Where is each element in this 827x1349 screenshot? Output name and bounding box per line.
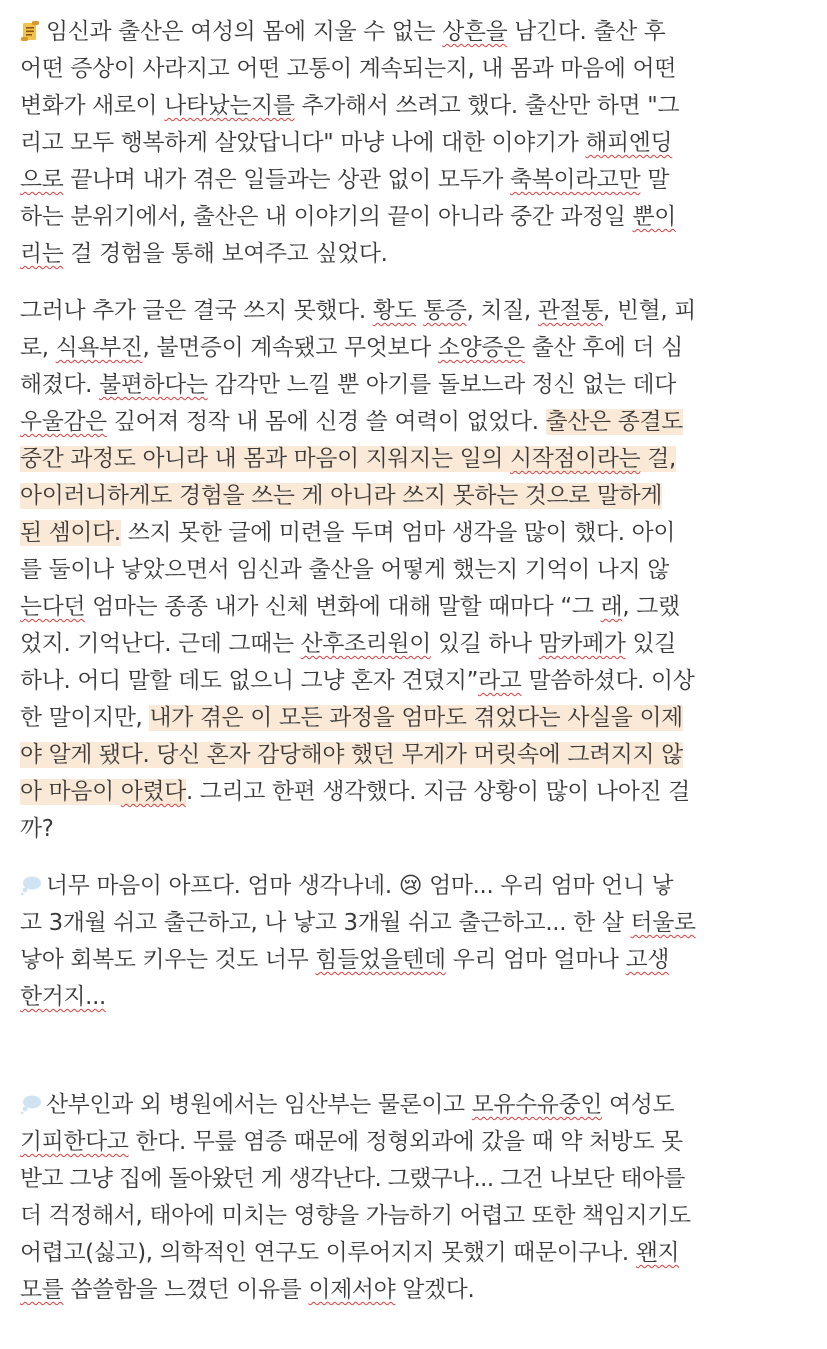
crying-face-emoji: 😢: [398, 873, 423, 899]
paragraph-2-line-10: [20, 626, 676, 663]
spellcheck-word[interactable]: 우울감은: [20, 409, 107, 435]
spellcheck-word[interactable]: 모를: [20, 1277, 64, 1303]
paragraph-2-line-9: [20, 589, 680, 626]
spellcheck-word[interactable]: 리는: [20, 241, 64, 267]
spellcheck-word[interactable]: 산후조리원이: [300, 631, 431, 657]
text-run: 너무 마음이 아프다. 엄마 생각나네.: [46, 873, 399, 899]
text-run: 그러나 추가 글은 결국 쓰지 못했다.: [20, 298, 373, 324]
text-run: 말씀하셨다. 이상: [521, 668, 695, 694]
text-run: 한 말이지만,: [20, 705, 150, 731]
text-run: 해졌다.: [20, 372, 100, 398]
spellcheck-word[interactable]: 한거지...: [20, 984, 107, 1010]
highlighted-text: 아이러니하게도 경험을 쓰는 게 아니라 쓰지 못하는 것으로 말하게: [20, 483, 663, 509]
text-run: 중간 과정도 아니라 내 몸과 마음이 지워지는 일의: [20, 446, 511, 472]
text-run: 엄마는 종종 내가 신체 변화에 대해 말할 때마다 “그: [85, 594, 601, 620]
text-run: 고 3개월 쉬고 출근하고, 나 낳고 3개월 쉬고 출근하고... 한 살: [20, 910, 631, 936]
text-run: 변화가 새로이: [20, 93, 165, 119]
highlighted-text: [20, 779, 186, 805]
text-run: 엄마... 우리 엄마 언니 낳: [422, 873, 674, 899]
text-run: 어떤 증상이 사라지고 어떤 고통이 계속되는지, 내 몸과 마음에 어떤: [20, 56, 676, 82]
text-run: 산부인과 외 병원에서는 임산부는 물론이고: [46, 1092, 472, 1118]
text-run: 씁쓸함을 느꼈던 이유를: [63, 1277, 309, 1303]
text-run: 걸,: [640, 446, 676, 472]
paragraph-4-line-3: [20, 1161, 685, 1198]
text-run: 깊어져 정작 내 몸에 신경 쓸 여력이 없었다.: [106, 409, 546, 435]
highlighted-text: 야 알게 됐다. 당신 혼자 감당해야 했던 무게가 머릿속에 그려지지 않: [20, 742, 683, 768]
paragraph-2-line-15: [20, 811, 54, 848]
spellcheck-word[interactable]: 이제서야: [308, 1277, 396, 1303]
spellcheck-word[interactable]: 불편하다는: [99, 372, 208, 398]
paragraph-1-line-7: [20, 236, 388, 273]
paragraph-3-line-2: [20, 905, 696, 942]
text-run: 출산 후에 더 심: [524, 335, 683, 361]
paragraph-1-line-5: [20, 162, 669, 199]
paragraph-1-line-1: [20, 14, 665, 51]
text-run: , 그랬: [622, 594, 680, 620]
paragraph-2-line-2: [20, 330, 683, 367]
spellcheck-word[interactable]: 관절통: [537, 298, 603, 324]
spellcheck-word[interactable]: 통증: [423, 298, 467, 324]
text-run: 임신과 출산은 여성의 몸에 지울 수 없는: [46, 19, 443, 45]
spellcheck-word[interactable]: 터울로: [630, 910, 696, 936]
highlighted-text: 출산은 종결도: [545, 409, 683, 435]
spellcheck-word[interactable]: 는다던: [20, 594, 86, 620]
text-run: 로,: [20, 335, 56, 361]
text-run: 끝나며 내가 겪은 일들과는 상관 없이 모두가: [63, 167, 511, 193]
paragraph-4-line-4: [20, 1198, 691, 1235]
text-run: 감각만 느낄 뿐 아기를 돌보느라 정신 없는 데다: [207, 372, 676, 398]
spellcheck-word[interactable]: 왠지: [635, 1240, 680, 1266]
paragraph-4-line-1: [20, 1087, 674, 1124]
text-run: 낳아 회복도 키우는 것도 너무: [20, 947, 316, 973]
text-run: 한다. 무릎 염증 때문에 정형외과에 갔을 때 약 처방도 못: [128, 1129, 683, 1155]
highlighted-text: 내가 겪은 이 모든 과정을 엄마도 겪었다는 사실을 이제: [149, 705, 683, 731]
text-run: 말: [640, 167, 670, 193]
spellcheck-word[interactable]: 으로: [20, 167, 64, 193]
text-run: 남긴다. 출산 후: [507, 19, 666, 45]
spellcheck-word[interactable]: 상흔을: [442, 19, 508, 45]
spellcheck-word[interactable]: 모유수유중인: [471, 1092, 603, 1118]
paragraph-1-line-2: [20, 51, 676, 88]
text-run: 리고 모두 행복하게 살았답니다" 마냥 나에 대한 이야기가: [20, 130, 586, 156]
text-run: 어렵고(싫고), 의학적인 연구도 이루어지지 못했기 때문이구나.: [20, 1240, 636, 1266]
paragraph-2-line-12: [20, 700, 683, 737]
text-run: 아 마음이: [20, 779, 121, 805]
paragraph-1-line-4: [20, 125, 672, 162]
text-run: 하나. 어디 말할 데도 없으니 그냥 혼자 견뎠지”: [20, 668, 479, 694]
text-run: 우리 엄마 얼마나: [445, 947, 626, 973]
spellcheck-word[interactable]: 고생: [625, 947, 670, 973]
paragraph-2-line-6: [20, 478, 662, 515]
spellcheck-word[interactable]: 축복이라고만: [510, 167, 641, 193]
text-run: 여성도: [602, 1092, 675, 1118]
paragraph-2-line-14: [20, 774, 690, 811]
paragraph-1-line-3: [20, 88, 679, 125]
spellcheck-word[interactable]: 뿐이: [632, 204, 676, 230]
paragraph-2-line-8: [20, 552, 669, 589]
paragraph-3-line-4: [20, 979, 106, 1016]
text-run: . 그리고 한편 생각했다. 지금 상황이 많이 나아진 걸: [185, 779, 690, 805]
text-run: 더 걱정해서, 태아에 미치는 영향을 가늠하기 어렵고 또한 책임지기도: [20, 1203, 691, 1229]
paragraph-3-line-1: [20, 868, 673, 905]
spellcheck-word[interactable]: 해피엔딩: [585, 130, 673, 156]
thought-bubble-icon: [20, 1090, 40, 1112]
paragraph-2-line-7: [20, 515, 675, 552]
text-run: 하는 분위기에서, 출산은 내 이야기의 끝이 아니라 중간 과정일: [20, 204, 633, 230]
spellcheck-word[interactable]: 식욕부진: [55, 335, 143, 361]
spellcheck-word[interactable]: 아렸다: [120, 779, 186, 805]
paragraph-2-line-4: [20, 404, 683, 441]
spellcheck-word[interactable]: 래: [600, 594, 623, 620]
paragraph-2-line-5: [20, 441, 676, 478]
highlighted-text: [20, 446, 676, 472]
paragraph-4-line-2: [20, 1124, 683, 1161]
paragraph-2-line-11: [20, 663, 694, 700]
paragraph-4-line-5: [20, 1235, 679, 1272]
paragraph-3-line-3: [20, 942, 669, 979]
highlighted-text: 된 셈이다.: [20, 520, 121, 546]
thought-bubble-icon: [20, 871, 40, 893]
text-run: 받고 그냥 집에 돌아왔던 게 생각난다. 그랬구나... 그건 나보단 태아를: [20, 1166, 685, 1192]
spellcheck-word[interactable]: 나타났는지를: [164, 93, 295, 119]
text-run: 있길 하나: [430, 631, 539, 657]
text-run: 쓰지 못한 글에 미련을 두며 엄마 생각을 많이 했다. 아이: [120, 520, 676, 546]
paragraph-2-line-13: [20, 737, 683, 774]
text-run: 있길: [625, 631, 676, 657]
scroll-icon: [20, 17, 40, 39]
text-run: , 빈혈, 피: [603, 298, 696, 324]
text-run: 를 둘이나 낳았으면서 임신과 출산을 어떻게 했는지 기억이 나지 않: [20, 557, 670, 583]
spellcheck-word[interactable]: 기피한다고: [20, 1129, 129, 1155]
text-run: 었지. 기억난다. 근데 그때는: [20, 631, 301, 657]
spellcheck-word[interactable]: 황도: [372, 298, 417, 324]
paragraph-4-line-6: [20, 1272, 474, 1309]
text-run: 걸 경험을 통해 보여주고 싶었다.: [63, 241, 388, 267]
paragraph-1-line-6: [20, 199, 676, 236]
spellcheck-word[interactable]: 소양증은: [437, 335, 525, 361]
paragraph-2-line-3: [20, 367, 676, 404]
text-run: 까?: [20, 816, 54, 842]
spellcheck-word[interactable]: 라고: [478, 668, 522, 694]
paragraph-2-line-1: [20, 293, 696, 330]
spellcheck-word[interactable]: 힘들었을텐데: [315, 947, 446, 973]
spellcheck-word[interactable]: 맘카페가: [538, 631, 626, 657]
text-run: 알겠다.: [395, 1277, 475, 1303]
spellcheck-word[interactable]: 시작점이라는: [510, 446, 641, 472]
text-run: , 불면증이 계속됐고 무엇보다: [142, 335, 438, 361]
text-run: , 치질,: [466, 298, 538, 324]
text-run: 추가해서 쓰려고 했다. 출산만 하면 "그: [294, 93, 680, 119]
